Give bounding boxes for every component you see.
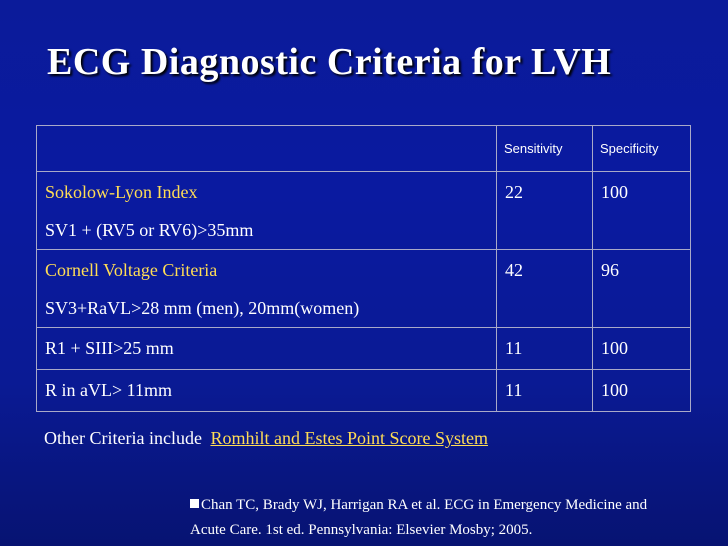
criteria-table xyxy=(36,125,691,412)
sensitivity-value: 22 xyxy=(505,182,523,203)
specificity-value: 100 xyxy=(601,182,628,203)
table-header-row xyxy=(37,126,691,172)
criteria-formula: SV1 + (RV5 or RV6)>35mm xyxy=(45,220,254,241)
criteria-cell xyxy=(37,250,497,328)
criteria-cell xyxy=(37,327,497,369)
header-cell-criteria xyxy=(37,126,497,172)
specificity-cell xyxy=(593,327,691,369)
specificity-cell xyxy=(593,250,691,328)
criteria-name: R1 + SIII>25 mm xyxy=(45,337,174,358)
sensitivity-cell xyxy=(497,172,593,250)
sensitivity-cell xyxy=(497,327,593,369)
criteria-cell xyxy=(37,369,497,411)
citation xyxy=(190,493,647,543)
sensitivity-value: 42 xyxy=(505,260,523,281)
specificity-value: 100 xyxy=(601,337,628,358)
header-cell-specificity: Specificity xyxy=(593,126,691,172)
table-row-r-avl xyxy=(37,369,691,411)
romhilt-estes-link[interactable]: Romhilt and Estes Point Score System xyxy=(210,428,488,448)
sensitivity-cell xyxy=(497,250,593,328)
other-criteria-prefix: Other Criteria include xyxy=(44,428,202,448)
specificity-value: 96 xyxy=(601,260,619,281)
criteria-name: Cornell Voltage Criteria xyxy=(45,260,218,281)
sensitivity-cell xyxy=(497,369,593,411)
specificity-cell xyxy=(593,172,691,250)
citation-line-1 xyxy=(190,493,647,518)
slide-title: ECG Diagnostic Criteria for LVH xyxy=(47,41,612,83)
sensitivity-value: 11 xyxy=(505,379,523,400)
table-row-r1-siii xyxy=(37,327,691,369)
table-row-sokolow-lyon xyxy=(37,172,691,250)
other-criteria-note xyxy=(44,428,488,449)
sensitivity-value: 11 xyxy=(505,337,523,358)
specificity-value: 100 xyxy=(601,379,628,400)
citation-text-1: Chan TC, Brady WJ, Harrigan RA et al. ECG in Emergency Medicine and xyxy=(201,497,648,513)
table-row-cornell-voltage xyxy=(37,250,691,328)
criteria-formula: SV3+RaVL>28 mm (men), 20mm(women) xyxy=(45,298,360,319)
square-bullet-icon xyxy=(190,499,199,508)
header-cell-sensitivity: Sensitivity xyxy=(497,126,593,172)
criteria-cell xyxy=(37,172,497,250)
specificity-cell xyxy=(593,369,691,411)
criteria-name: R in aVL> 11mm xyxy=(45,379,172,400)
citation-line-2: Acute Care. 1st ed. Pennsylvania: Elsevier Mosby; 2005. xyxy=(190,522,533,538)
criteria-name: Sokolow-Lyon Index xyxy=(45,182,198,203)
